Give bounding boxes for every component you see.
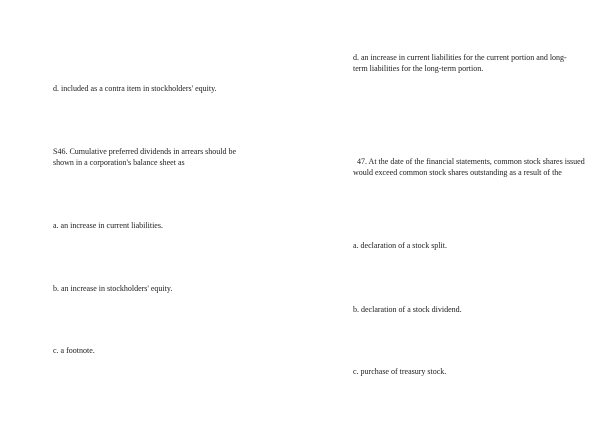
q47-stem: 47. At the date of the financial statements, common stock shares issued would exceed common stock shares outstanding as a result of the xyxy=(353,157,585,177)
q46-option-a: a. an increase in current liabilities. xyxy=(53,221,163,230)
q45-option-d: d. included as a contra item in stockholders' equity. xyxy=(53,84,217,93)
q46-option-c: c. a footnote. xyxy=(53,346,95,355)
q47-option-c: c. purchase of treasury stock. xyxy=(353,367,447,376)
q47-option-b: b. declaration of a stock dividend. xyxy=(353,305,462,314)
q46-right-option-d: d. an increase in current liabilities for the current portion and long-term liabilities for the long-term portion. xyxy=(353,53,567,73)
q47-option-a: a. declaration of a stock split. xyxy=(353,241,447,250)
q46-stem: S46. Cumulative preferred dividends in arrears should be shown in a corporation's balance sheet as xyxy=(53,147,237,167)
q46-option-b: b. an increase in stockholders' equity. xyxy=(53,284,173,293)
